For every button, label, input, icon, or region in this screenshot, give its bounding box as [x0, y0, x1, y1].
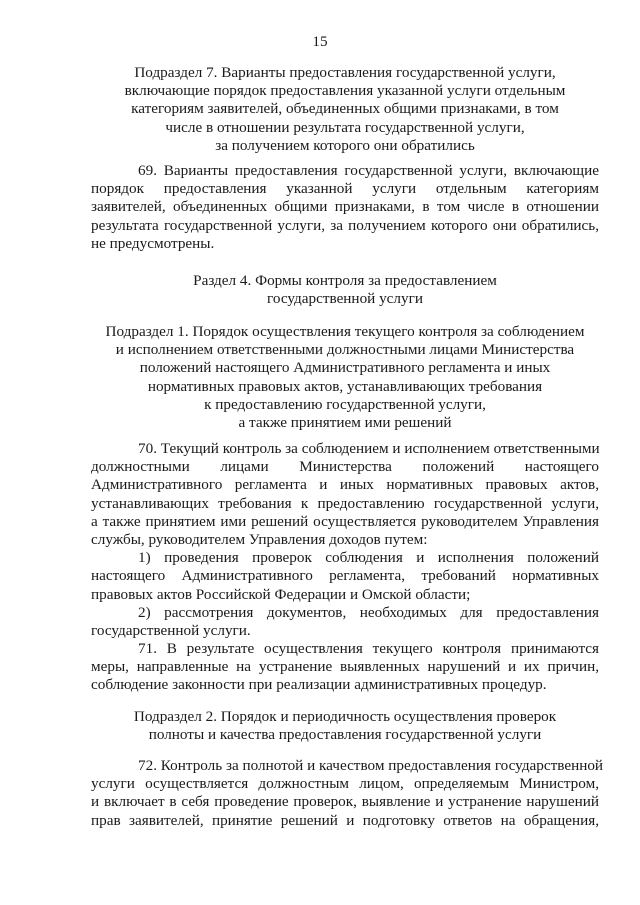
- heading-line: Подраздел 2. Порядок и периодичность осуществления проверок: [133, 708, 557, 725]
- text-line: 71. В результате осуществления текущего контроля принимаются: [138, 640, 599, 657]
- text-line: результата государственной услуги, за получением которого они обратились,: [91, 216, 599, 234]
- text-line: порядок предоставления указанной услуги отдельным категориям: [91, 180, 599, 198]
- text-line: не предусмотрены.: [91, 234, 215, 252]
- text-line: настоящего Административного регламента, требований нормативных: [91, 567, 599, 585]
- subsection-2-heading: [91, 708, 599, 744]
- text-line: соблюдение законности при реализации административных процедур.: [91, 676, 547, 694]
- text-line: 69. Варианты предоставления государственной услуги, включающие: [138, 162, 599, 179]
- heading-line: категориям заявителей, объединенных общими признаками, в том: [131, 100, 559, 118]
- heading-line: положений настоящего Административного регламента и иных: [139, 359, 551, 377]
- paragraph-70: [91, 440, 599, 640]
- heading-line: Раздел 4. Формы контроля за предоставлением: [193, 272, 497, 289]
- heading-line: за получением которого они обратились: [215, 136, 475, 154]
- subsection-1-heading: [91, 323, 599, 432]
- heading-line: государственной услуги: [267, 290, 423, 308]
- heading-line: Подраздел 7. Варианты предоставления государственной услуги,: [134, 64, 556, 81]
- paragraph-69: [91, 162, 599, 253]
- paragraph-72: [91, 757, 604, 830]
- heading-line: а также принятием ими решений: [238, 414, 452, 432]
- list-item-2: 2) рассмотрения документов, необходимых для предоставления: [138, 603, 599, 621]
- heading-line: и исполнением ответственными должностными лицами Министерства: [115, 341, 575, 359]
- text-line: и включает в себя проведение проверок, выявление и устранение нарушений: [91, 793, 599, 811]
- heading-line: к предоставлению государственной услуги,: [204, 395, 486, 413]
- text-line: государственной услуги.: [91, 621, 251, 639]
- text-line: 70. Текущий контроль за соблюдением и исполнением ответственными: [138, 440, 600, 457]
- paragraph-71: [91, 640, 599, 695]
- text-line: устанавливающих требования к предоставлению государственной услуги,: [91, 494, 599, 512]
- text-line: службы, руководителем Управления доходов путем:: [91, 530, 428, 548]
- text-line: заявителей, объединенных общими признаками, в том числе в отношении: [91, 198, 599, 216]
- heading-line: полноты и качества предоставления государственной услуги: [148, 726, 542, 744]
- list-item-1: 1) проведения проверок соблюдения и исполнения положений: [138, 549, 599, 567]
- text-line: меры, направленные на устранение выявленных нарушений и их причин,: [91, 658, 599, 676]
- text-line: правовых актов Российской Федерации и Омской области;: [91, 585, 471, 603]
- section-4-heading: [91, 272, 599, 308]
- text-line: а также принятием ими решений осуществляется руководителем Управления: [91, 512, 599, 530]
- subsection-7-heading: [91, 64, 599, 155]
- text-line: услуги осуществляется должностным лицом, определяемым Министром,: [91, 775, 599, 793]
- text-line: 72. Контроль за полнотой и качеством предоставления государственной: [138, 757, 604, 774]
- text-line: Административного регламента и иных нормативных правовых актов,: [91, 476, 599, 494]
- text-line: прав заявителей, принятие решений и подготовку ответов на обращения,: [91, 811, 599, 829]
- page-number: 15: [312, 33, 328, 50]
- heading-line: нормативных правовых актов, устанавливающих требования: [147, 377, 543, 395]
- heading-line: Подраздел 1. Порядок осуществления текущего контроля за соблюдением: [105, 323, 585, 340]
- text-line: должностными лицами Министерства положений настоящего: [91, 458, 599, 476]
- heading-line: числе в отношении результата государственной услуги,: [165, 118, 525, 136]
- heading-line: включающие порядок предоставления указанной услуги отдельным: [124, 82, 566, 100]
